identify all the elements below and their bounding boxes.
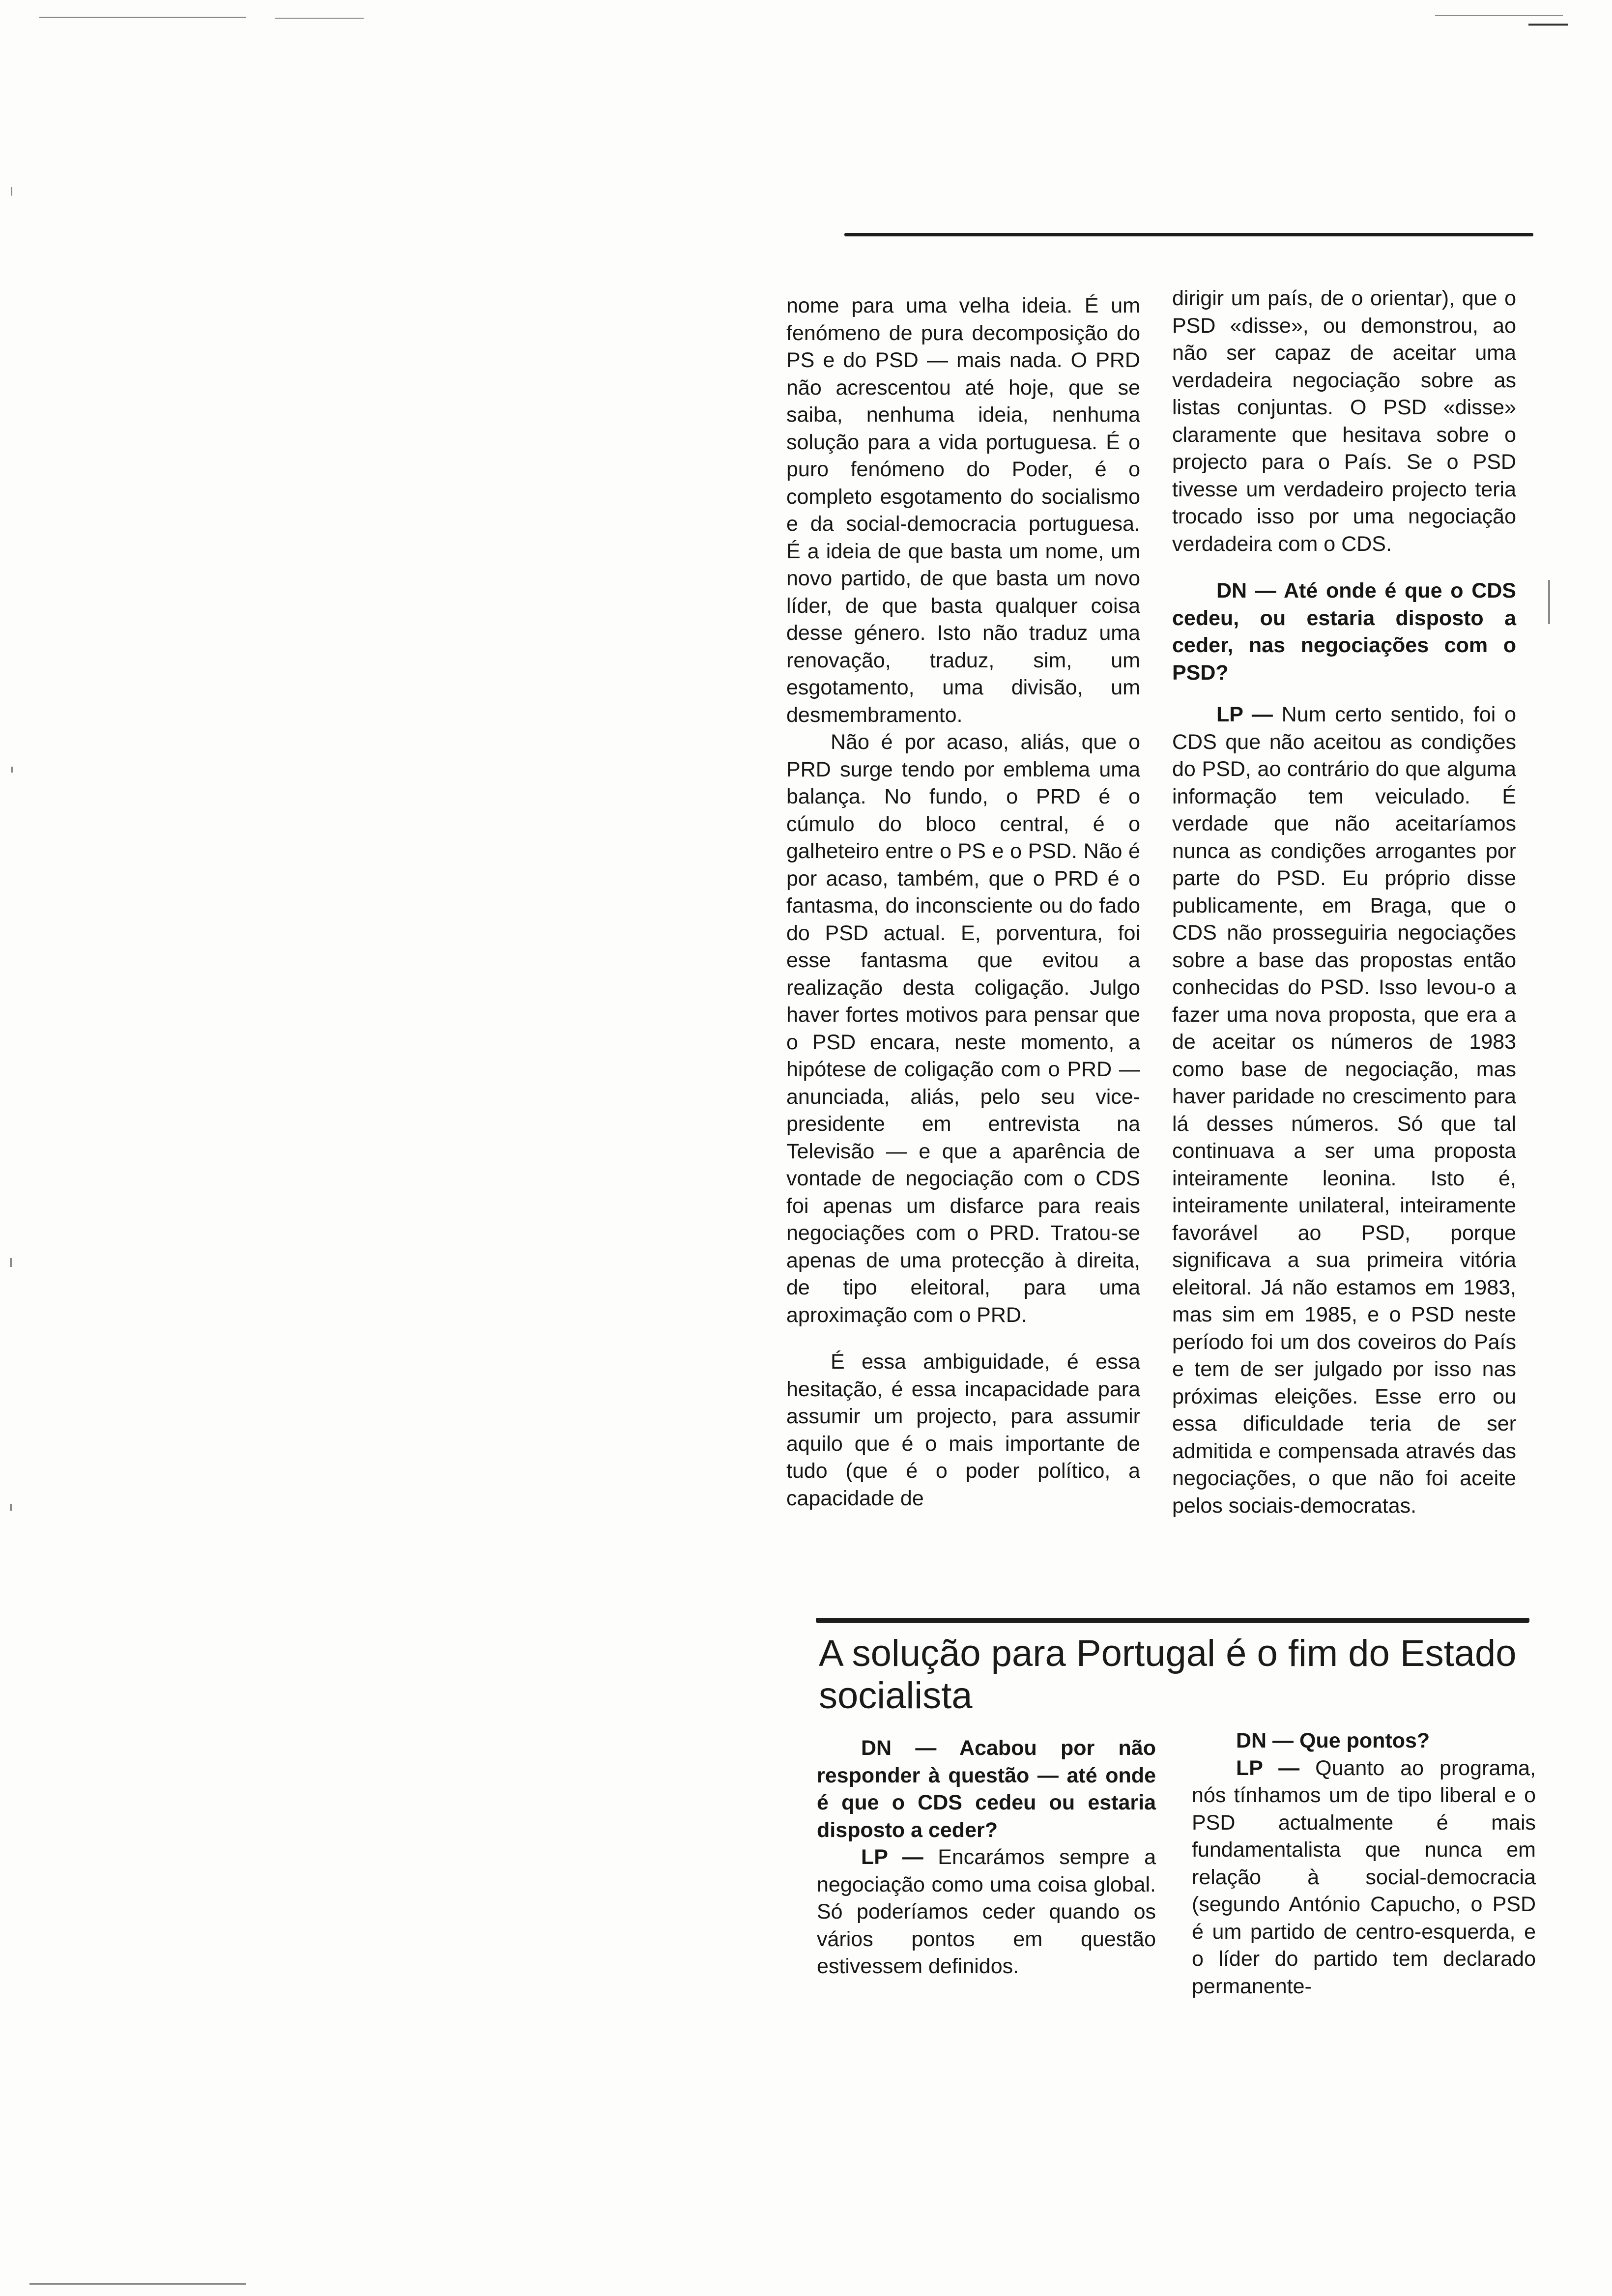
article-column-1 — [786, 292, 1140, 1512]
scan-noise-top-right — [1435, 15, 1563, 16]
scan-noise-right-1 — [1548, 580, 1550, 624]
scan-noise-left-2 — [11, 767, 13, 773]
article-paragraph: nome para uma velha ideia. É um fenómeno de pura decomposição do PS e do PSD — mais nada. O PRD não acrescentou até hoje, que se saiba, nenhuma ideia, nenhuma solução para a vida portuguesa. É o puro fenómeno do Poder, é o completo esgotamento do socialismo e da social-democracia portuguesa. É a ideia de que basta um nome, um novo partido, de que basta um novo líder, de que basta qualquer coisa desse género. Isto não traduz uma renovação, traduz, sim, um esgotamento, uma divisão, um desmembramento. — [786, 294, 1140, 727]
answer-text: Num certo sentido, foi o CDS que não aceitou as condições do PSD, ao contrário do que alguma informação tem veiculado. É verdade que não aceitaríamos nunca as condições arrogantes por parte do PSD. Eu próprio disse publicamente, em Braga, que o CDS não prosseguiria negociações sobre a base das propostas então conhecidas do PSD. Isso levou-o a fazer uma nova proposta, que era a de aceitar os números de 1983 como base de negociação, mas haver paridade no crescimento para lá desses números. Só que tal continuava a ser uma proposta inteiramente leonina. Isto é, inteiramente unilateral, inteiramente favorável ao PSD, porque significava a sua primeira vitória eleitoral. Já não estamos em 1983, mas sim em 1985, e o PSD neste período foi um dos coveiros do País e tem de ser julgado por isso nas próximas eleições. Esse erro ou essa dificuldade teria de ser admitida e compensada através das negociações, o que não foi aceite pelos sociais-democratas. — [1172, 703, 1516, 1518]
scan-noise-top-left-2 — [275, 18, 364, 19]
section-headline — [819, 1633, 1536, 1717]
answer-text: Quanto ao programa, nós tínhamos um de tipo liberal e o PSD actualmente é mais fundamentalista que nunca em relação à social-democracia (segundo António Capucho, o PSD é um partido de centro-esquerda, e o líder do partido tem declarado permanente- — [1192, 1756, 1536, 1998]
article-column-2 — [1172, 285, 1516, 1520]
interview-question: DN — Que pontos? — [1236, 1729, 1430, 1752]
answer-label: LP — — [1236, 1756, 1300, 1780]
interview-answer — [1172, 701, 1516, 1520]
section-column-2 — [1192, 1727, 1536, 2000]
article-paragraph: Não é por acaso, aliás, que o PRD surge tendo por emblema uma balança. No fundo, o PRD é o cúmulo do bloco central, é o galheteiro entre o PS e o PSD. Não é por acaso, também, que o PRD é o fantasma, do inconsciente ou do fado do PSD actual. E, porventura, foi esse fantasma que evitou a realização desta coligação. Julgo haver fortes motivos para pensar que o PSD encara, neste momento, a hipótese de coligação com o PRD — anunciada, aliás, pelo seu vice-presidente em entrevista na Televisão — e que a aparência de vontade de negociação com o CDS foi apenas um disfarce para reais negociações com o PRD. Tratou-se apenas de uma protecção à direita, de tipo eleitoral, para uma aproximação com o PRD. — [786, 730, 1140, 1327]
interview-answer — [817, 1844, 1156, 1980]
interview-answer — [1192, 1755, 1536, 2001]
interview-question: DN — Acabou por não responder à questão — até onde é que o CDS cedeu ou estaria disposto a ceder? — [817, 1736, 1156, 1842]
scan-noise-left-3 — [10, 1258, 12, 1267]
scan-noise-bottom — [29, 2283, 246, 2285]
answer-label: LP — — [1216, 703, 1273, 726]
top-rule — [844, 233, 1533, 236]
scan-noise-top-left — [39, 17, 246, 18]
headline-title: A solução para Portugal é o fim do Estado — [819, 1633, 1517, 1674]
scan-noise-left-4 — [10, 1504, 12, 1511]
article-paragraph: dirigir um país, de o orientar), que o PSD «disse», ou demonstrou, ao não ser capaz de aceitar uma verdadeira negociação sobre as listas conjuntas. O PSD «disse» claramente que hesitava sobre o projecto para o País. Se o PSD tivesse um verdadeiro projecto teria trocado isso por uma negociação verdadeira com o CDS. — [1172, 287, 1516, 556]
section-rule — [816, 1618, 1529, 1623]
scan-noise-top-right-2 — [1528, 24, 1568, 26]
answer-text: Encarámos sempre a negociação como uma coisa global. Só poderíamos ceder quando os vários pontos em questão estivessem definidos. — [817, 1845, 1156, 1978]
headline-subtitle: socialista — [819, 1675, 973, 1717]
article-paragraph: É essa ambiguidade, é essa hesitação, é essa incapacidade para assumir um projecto, para assumir aquilo que é o mais importante de tudo (que é o poder político, a capacidade de — [786, 1350, 1140, 1510]
interview-question: DN — Até onde é que o CDS cedeu, ou estaria disposto a ceder, nas negociações com o PSD? — [1172, 579, 1516, 685]
answer-label: LP — — [861, 1845, 923, 1869]
section-column-1 — [817, 1735, 1156, 1980]
scan-noise-left-1 — [11, 187, 12, 196]
